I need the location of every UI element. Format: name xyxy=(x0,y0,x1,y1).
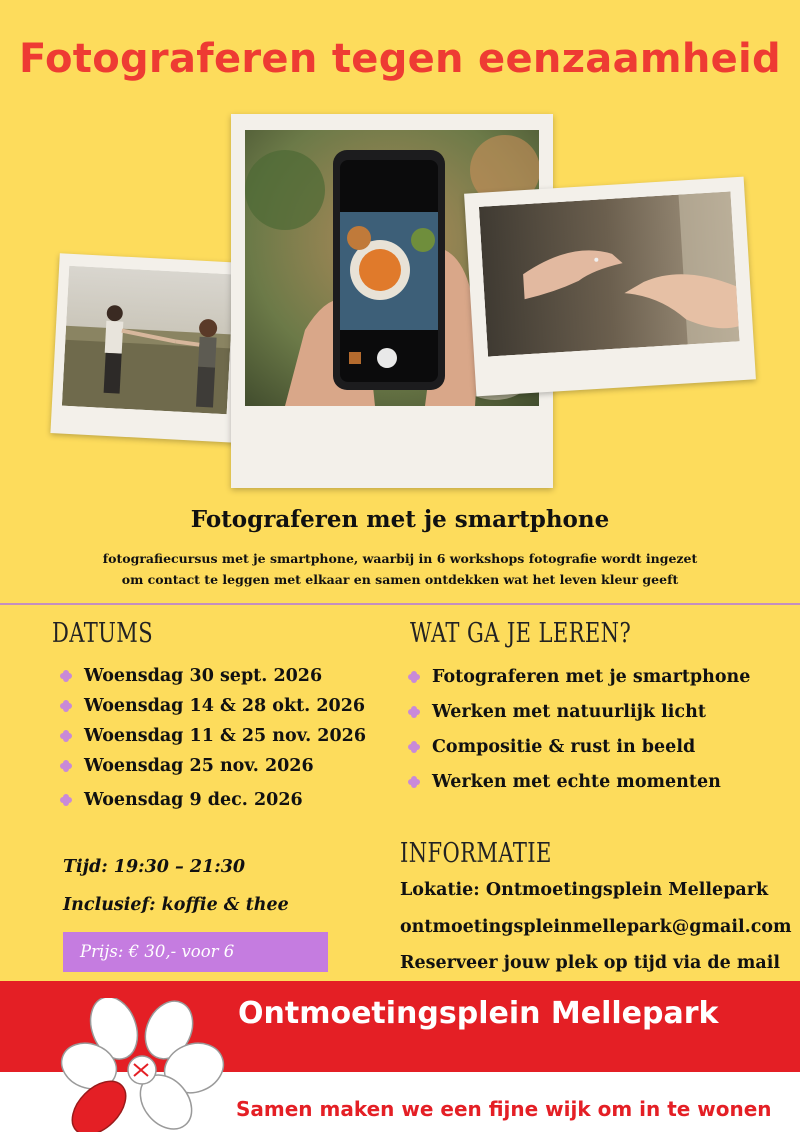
intro-text xyxy=(90,548,710,590)
holding-hands-photo xyxy=(479,191,740,356)
bullet-icon xyxy=(60,670,72,682)
page-title: Fotograferen tegen eenzaamheid xyxy=(19,36,781,82)
learn-label: Fotograferen met je smartphone xyxy=(432,666,751,687)
date-label: Woensdag 30 sept. 2026 xyxy=(84,666,323,686)
dates-list xyxy=(60,661,366,815)
bullet-icon xyxy=(60,700,72,712)
date-label: Woensdag 9 dec. 2026 xyxy=(84,790,303,810)
list-item xyxy=(60,691,366,721)
location-info: Lokatie: Ontmoetingsplein Mellepark xyxy=(400,880,769,900)
bullet-icon xyxy=(408,706,420,718)
learn-list xyxy=(408,659,750,799)
list-item xyxy=(408,764,750,799)
dancing-couple-photo xyxy=(62,266,234,414)
course-subtitle: Fotograferen met je smartphone xyxy=(190,506,610,533)
intro-line-2: om contact te leggen met elkaar en samen ontdekken wat het leven kleur geeft xyxy=(121,572,679,587)
polaroid-dancing-couple xyxy=(50,253,244,442)
flower-logo-icon xyxy=(44,998,234,1132)
date-label: Woensdag 25 nov. 2026 xyxy=(84,756,314,776)
bullet-icon xyxy=(60,730,72,742)
list-item xyxy=(60,785,366,815)
learn-heading: WAT GA JE LEREN? xyxy=(410,618,632,649)
organisation-name: Ontmoetingsplein Mellepark xyxy=(238,996,719,1031)
info-heading: INFORMATIE xyxy=(400,838,552,869)
intro-line-1: fotografiecursus met je smartphone, waarbij in 6 workshops fotografie wordt ingezet xyxy=(102,551,698,566)
list-item xyxy=(60,751,366,781)
polaroid-holding-hands xyxy=(464,177,756,397)
list-item xyxy=(408,659,750,694)
reserve-info: Reserveer jouw plek op tijd via de mail xyxy=(400,953,781,973)
section-divider xyxy=(0,603,800,605)
list-item xyxy=(408,694,750,729)
date-label: Woensdag 14 & 28 okt. 2026 xyxy=(84,696,366,716)
bullet-icon xyxy=(408,776,420,788)
list-item xyxy=(60,721,366,751)
included-info: Inclusief: koffie & thee xyxy=(63,895,289,915)
list-item xyxy=(60,661,366,691)
learn-label: Compositie & rust in beeld xyxy=(432,736,696,757)
price-badge: Prijs: € 30,- voor 6 xyxy=(63,932,328,972)
bullet-icon xyxy=(408,741,420,753)
learn-label: Werken met natuurlijk licht xyxy=(432,701,706,722)
email-link[interactable]: ontmoetingspleinmellepark@gmail.com xyxy=(400,917,792,937)
slogan: Samen maken we een fijne wijk om in te wonen xyxy=(236,1097,772,1121)
dates-heading: DATUMS xyxy=(52,618,154,649)
bullet-icon xyxy=(60,794,72,806)
learn-label: Werken met echte momenten xyxy=(432,771,721,792)
date-label: Woensdag 11 & 25 nov. 2026 xyxy=(84,726,366,746)
bullet-icon xyxy=(60,760,72,772)
list-item xyxy=(408,729,750,764)
time-info: Tijd: 19:30 – 21:30 xyxy=(63,857,246,877)
bullet-icon xyxy=(408,671,420,683)
